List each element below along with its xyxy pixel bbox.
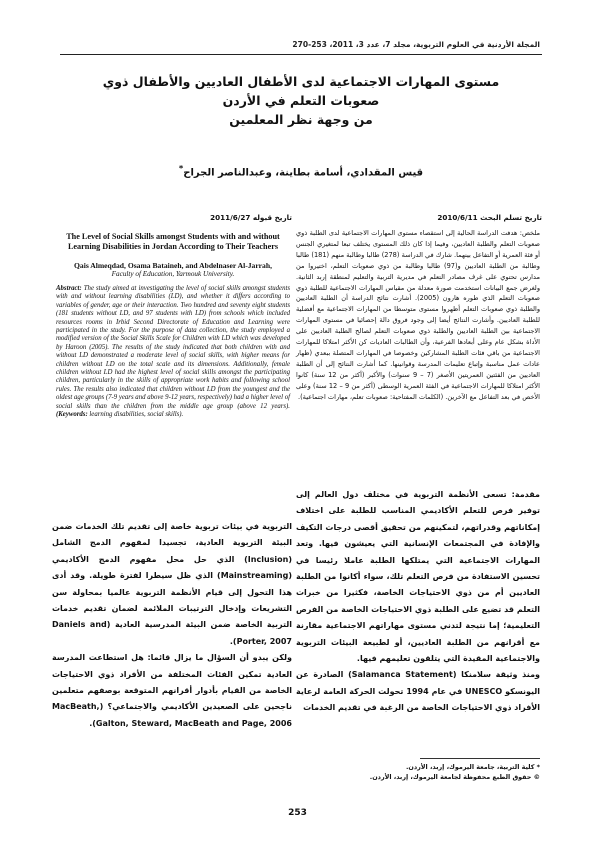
arabic-abstract: ملخص: هدفت الدراسة الحالية إلى استقصاء مستوى المهارات الاجتماعية لدى الطلبة ذوي صعوبات التعلم والطلبة العاديين، وفيما إذا كان ذلك المستوى يختلف تبعا لمتغيري الجنس أو فئة العمرية أو التفاعل بينهما. شارك في الدراسة (278) طالبا وطالبة منهم (181) طالبا وطالبة من الطلبة العاديين و(97) طالبا وطالبة من ذوي صعوبات التعلم، اختيروا من مدارس تحتوي على غرف مصادر التعلم في مديرية التربية والتعليم لمنطقة إربد الثانية. ولغرض جمع البيانات استخدمت صورة معدلة من مقياس المهارات الاجتماعية للطلبة ذوي صعوبات التعلم الذي طوره هارون (2005). أشارت نتائج الدراسة أن الطلبة العاديين والطلبة ذوي صعوبات التعلم أظهروا مستوى متوسطا من المهارات الاجتماعية مع أفضلية للطلبة العاديين. وأشارت النتائج أيضا إلى وجود فروق دالة إحصائيا في مستوى المهارات الاجتماعية بين الطلبة العاديين والطلبة ذوي صعوبات التعلم لصالح الطلبة العاديين على الأداة بشكل عام وعلى أبعادها الفرعية، وأن الطالبات العاديات كن الأكثر امتلاكا للمهارات الاجتماعية من باقي فئات الطلبة المشاركين وخصوصا في المهارات المتصلة ببعدي (ظهار عادات عمل مناسبة وإتباع تعليمات المدرسة وقوانينها. كما أشارت النتائج إلى أن الطلبة العاديين من الفئتين العمريتين الأصغر (7 – 9 سنوات) والأكبر (أكثر من 12 سنة) كانوا الأكثر امتلاكا للمهارات الاجتماعية في الفئة العمرية الوسطى (أكثر من 9 – 12 سنة) وعلى الأخص في بعد التفاعل مع الآخرين. (الكلمات المفتاحية: صعوبات تعلم، مهارات اجتماعية).: [296, 229, 541, 401]
submission-dates: [60, 213, 542, 227]
arabic-authors-names: قيس المقدادي، أسامة بطاينة، وعبدالناصر الجراح: [183, 167, 424, 179]
running-head: المجلة الأردنية في العلوم التربوية، مجلد 7، عدد 3، 2011، 253-270: [292, 40, 540, 49]
body-column-right: [296, 487, 540, 717]
abstract-label: Abstract:: [56, 285, 82, 292]
footnote-copyright: © حقوق الطبع محفوظة لجامعة اليرموك، إربد، الأردن.: [369, 773, 540, 781]
footnote-affiliation: * كلية التربية، جامعة اليرموك، إربد، الأردن.: [405, 763, 540, 771]
header-rule: [60, 54, 542, 55]
arabic-title-line-2: صعوبات التعلم في الأردن: [222, 93, 380, 108]
english-abstract: [56, 285, 290, 420]
body-paragraph: ولكن يبدو أن السؤال ما يزال قائما: هل استطاعت المدرسة العادية تمكين الفئات المختلفة من الأفراد ذوي الاحتياجات الخاصة من القيام بأدوار أقرانهم المتوقعة بوصفهم متعلمين ناجحين على الصعيدين الأكاديمي والاجتماعي؟ (MacBeath, Galton, Steward, MacBeath and Page, 2006).: [52, 653, 292, 728]
body-column-left: [52, 519, 292, 732]
arabic-authors: [60, 163, 542, 178]
author-footnote-mark: *: [178, 163, 184, 173]
page-number: 253: [288, 808, 307, 818]
arabic-title-line-3: من وجهة نظر المعلمين: [229, 112, 373, 127]
english-abstract-column: [56, 232, 290, 420]
arabic-title-line-1: مستوى المهارات الاجتماعية لدى الأطفال العاديين والأطفال ذوي: [102, 74, 500, 89]
abstract-text: The study aimed at investigating the level of social skills amongst students with and without learning disabilities (LD), and whether it differs according to variables of gender, age or their interaction. Two hundred and seventy eight students (181 students without LD, and 97 students with LD) from schools which included resources rooms in Irbid Second Directorate of Education and Learning were participated in the study. For the purpose of data collection, the study employed a modified version of the Social Skills Scale for Children with LD which was developed by Haroon (2005). The results of the study indicated that both children with and without LD demonstrated a moderate level of social skills, with higher means for children without LD on the total scale and its dimensions. Additionally, female children without LD had the highest level of social skills amongst the participating children, particularly in the skills of appropriate work habits and following school rules. The results also indicated that children without LD from the youngest and the oldest age groups (7-9 years and above 9-12 years, respectively) had a higher level of social skills than the children from the middle age group (above 12 years).: [56, 285, 291, 410]
arabic-title: [60, 72, 542, 129]
body-paragraph: التربوية في بيئات تربوية خاصة إلى تقديم تلك الخدمات ضمن البيئة التربوية العادية، تجسيدا لمفهوم الدمج الشامل (Inclusion) الذي حل محل مفهوم الدمج الأكاديمي (Mainstreaming) الذي ظل سيطرا لفترة طويلة. وقد أدى هذا التحول إلى قيام الأنظمة التربوية عالميا بمحاولة سن التشريعات وإدخال الترتيبات الملائمة لضمان تقديم خدمات التربية الخاصة ضمن البيئة المدرسية العادية (Daniels and Porter, 2007).: [52, 522, 293, 646]
body-paragraph: مقدمة: تسعى الأنظمة التربوية في مختلف دول العالم إلى توفير فرص للتعلم الأكاديمي المناسب للطلبة على اختلاف إمكاناتهم وقدراتهم، لتمكينهم من تحقيق أقصى درجات التكيف والإفادة في المجتمعات الإنسانية التي يعيشون فيها. وتعد المهارات الاجتماعية التي يمتلكها الطلبة عاملا رئيسا في تحسين الاستفادة من فرص التعلم تلك، سواء أكانوا من الطلبة العاديين أم من ذوي الاحتياجات الخاصة، فكثيرا من خبرات التعلم قد تضيع على الطلبة ذوي الاحتياجات الخاصة من الفرص التعليمية؛ إما نتيجة لتدني مستوى مهاراتهم الاجتماعية مقارنة مع أقرانهم من الطلبة العاديين، أو لطبيعة البيئات التربوية والاجتماعية المقيدة التي يتلقون تعليمهم فيها.: [296, 490, 540, 664]
body-paragraph: ومنذ وثيقة سلامنكا (Salamanca Statement) الصادرة عن اليونسكو UNESCO في عام 1994 تحولت الحركة العامة لرعاية الأفراد ذوي الاحتياجات الخاصة من الرغبة في تقديم الخدمات: [296, 670, 540, 713]
accepted-date: تاريخ قبوله 2011/6/27: [210, 213, 292, 222]
english-authors: Qais Almeqdad, Osama Bataineh, and Abdelnaser Al-Jarrah,: [74, 261, 272, 270]
keywords-label: (Keywords:: [56, 411, 88, 419]
english-affiliation: Faculty of Education, Yarmouk University.: [111, 270, 235, 278]
footnotes: [296, 762, 540, 782]
keywords-text: learning disabilities, social skills).: [89, 411, 184, 419]
english-title: The Level of Social Skills amongst Students with and without Learning Disabilities in Jordan According to Their Teachers: [66, 232, 280, 251]
received-date: تاريخ تسلم البحث 2010/6/11: [437, 213, 542, 222]
footnote-rule: [420, 758, 540, 759]
